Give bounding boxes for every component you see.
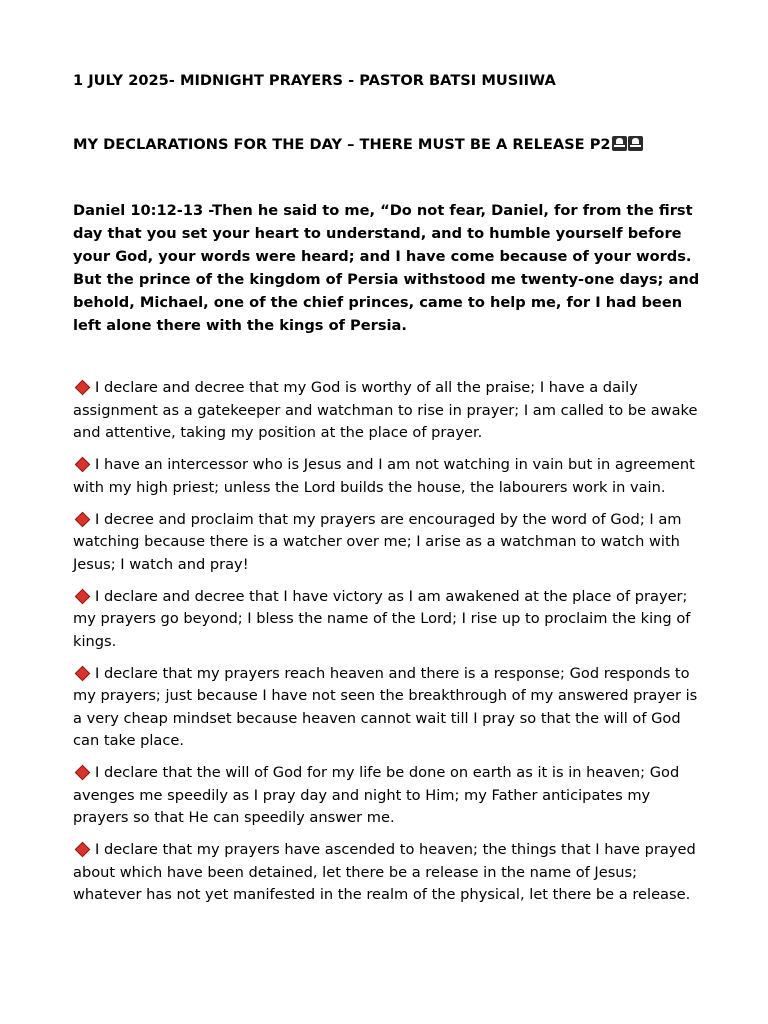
- red-diamond-icon: [75, 842, 91, 858]
- declarations-list: [73, 377, 701, 916]
- document-subtitle: [73, 134, 644, 158]
- red-diamond-icon: [75, 665, 91, 681]
- declaration-text: I declare that my prayers have ascended to heaven; the things that I have prayed about which have been detained, let there be a release in the name of Jesus; whatever has not yet manifested in the realm of the physical, let there be a release.: [73, 841, 696, 903]
- declaration-item: [73, 663, 701, 753]
- declaration-text: I have an intercessor who is Jesus and I am not watching in vain but in agreement with my high priest; unless the Lord builds the house, the labourers work in vain.: [73, 456, 695, 496]
- declaration-text: I declare and decree that I have victory as I am awakened at the place of prayer; my prayers go beyond; I bless the name of the Lord; I rise up to proclaim the king of kings.: [73, 587, 691, 650]
- praying-hands-icon: [612, 136, 627, 151]
- declaration-item: [73, 839, 701, 907]
- red-diamond-icon: [75, 588, 91, 604]
- red-diamond-icon: [75, 765, 91, 781]
- declaration-text: I declare that the will of God for my life be done on earth as it is in heaven; God avenges me speedily as I pray day and night to Him; my Father anticipates my prayers so that He can speedily answer me.: [73, 764, 680, 826]
- subtitle-text: MY DECLARATIONS FOR THE DAY – THERE MUST BE A RELEASE P2: [73, 136, 611, 153]
- document-title: 1 JULY 2025- MIDNIGHT PRAYERS - PASTOR BATSI MUSIIWA: [73, 72, 556, 89]
- declaration-text: I declare and decree that my God is worthy of all the praise; I have a daily assignment as a gatekeeper and watchman to rise in prayer; I am called to be awake and attentive, taking my position at the place of prayer.: [73, 379, 698, 441]
- praying-hands-emoji-group: [612, 136, 644, 158]
- red-diamond-icon: [75, 380, 91, 396]
- praying-hands-icon: [628, 136, 643, 151]
- declaration-item: [73, 454, 701, 499]
- declaration-item: [73, 377, 701, 445]
- declaration-item: [73, 509, 701, 577]
- scripture-passage: Daniel 10:12-13 -Then he said to me, “Do not fear, Daniel, for from the first day that you set your heart to understand, and to humble yourself before your God, your words were heard; and I have come because of your words. But the prince of the kingdom of Persia withstood me twenty-one days; and behold, Michael, one of the chief princes, came to help me, for I had been left alone there with the kings of Persia.: [73, 202, 700, 334]
- declaration-text: I decree and proclaim that my prayers are encouraged by the word of God; I am watching because there is a watcher over me; I arise as a watchman to watch with Jesus; I watch and pray!: [73, 510, 682, 573]
- declaration-item: [73, 586, 701, 654]
- declaration-text: I declare that my prayers reach heaven and there is a response; God responds to my prayers; just because I have not seen the breakthrough of my answered prayer is a very cheap mindset because heaven cannot wait till I pray so that the will of God can take place.: [73, 664, 698, 749]
- red-diamond-icon: [75, 511, 91, 527]
- declaration-item: [73, 762, 701, 830]
- red-diamond-icon: [75, 457, 91, 473]
